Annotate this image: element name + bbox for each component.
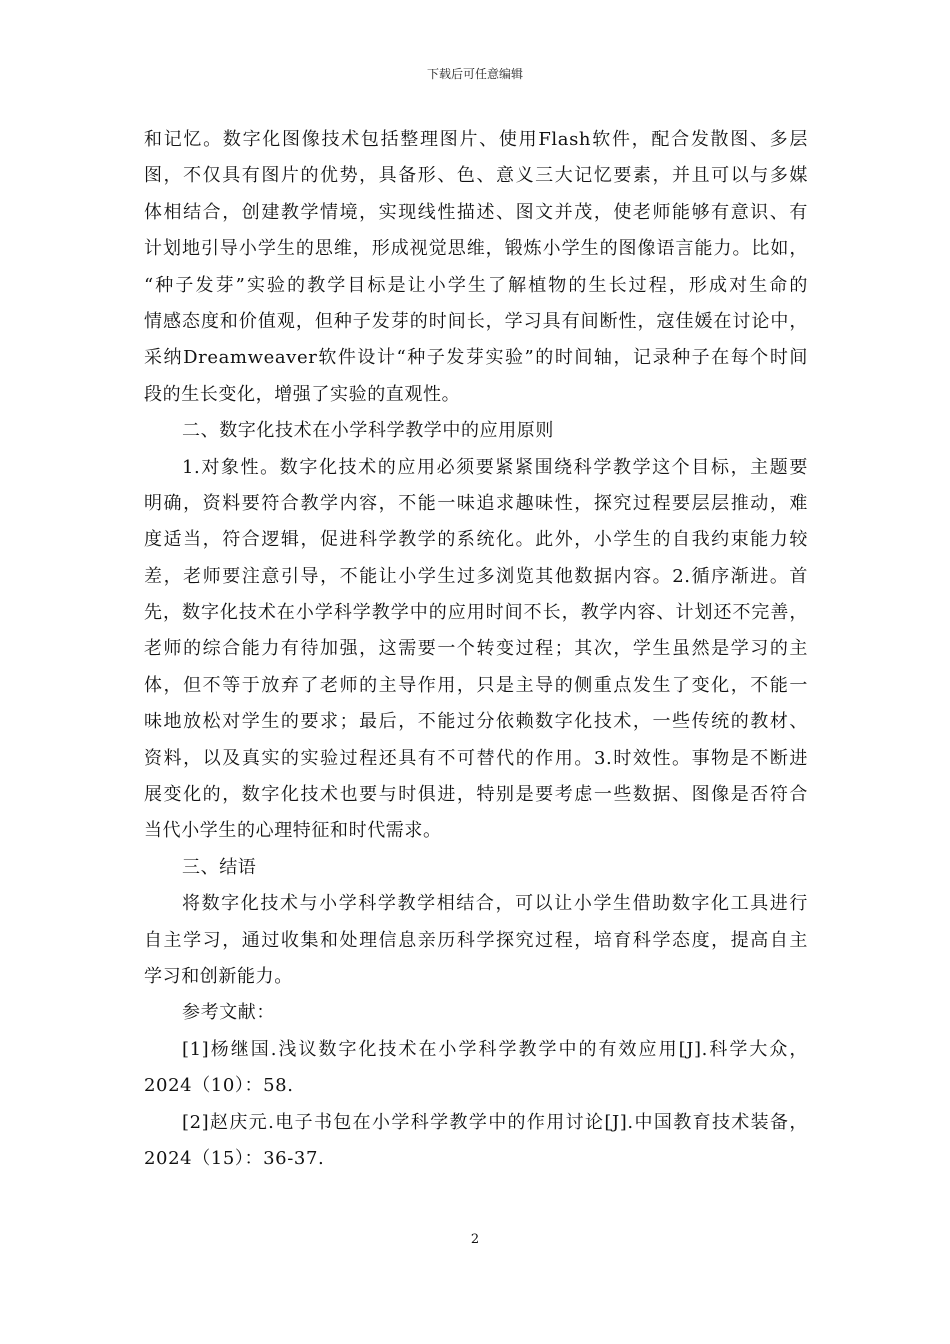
section-heading-conclusion (144, 850, 808, 886)
text-line: 和记忆。数字化图像技术包括整理图片、使用Flash软件，配合发散图、多层 (144, 129, 808, 150)
text-line: 体相结合，创建教学情境，实现线性描述、图文并茂，使老师能够有意识、有 (144, 201, 808, 223)
text-line: 味地放松对学生的要求；最后，不能过分依赖数字化技术，一些传统的教材、 (144, 711, 808, 733)
paragraph-conclusion (144, 886, 808, 995)
text-line: 计划地引导小学生的思维，形成视觉思维，锻炼小学生的图像语言能力。比如， (144, 238, 808, 260)
text-line: [1]杨继国.浅议数字化技术在小学科学教学中的有效应用[J].科学大众， (182, 1038, 808, 1060)
text-line: 明确，资料要符合教学内容，不能一味追求趣味性，探究过程要层层推动，难 (144, 492, 808, 514)
text-line: 情感态度和价值观，但种子发芽的时间长，学习具有间断性，寇佳媛在讨论中， (144, 310, 808, 332)
text-line: 采纳Dreamweaver软件设计“种子发芽实验”的时间轴，记录种子在每个时间 (144, 347, 808, 369)
reference-item (144, 1105, 808, 1178)
text-line: 度适当，符合逻辑，促进科学教学的系统化。此外，小学生的自我约束能力较 (144, 529, 808, 551)
text-line: 体，但不等于放弃了老师的主导作用，只是主导的侧重点发生了变化，不能一 (144, 674, 808, 696)
text-line: 将数字化技术与小学科学教学相结合，可以让小学生借助数字化工具进行 (182, 893, 808, 915)
document-body (144, 122, 808, 1177)
section-heading-principles (144, 413, 808, 449)
paragraph-principles (144, 450, 808, 850)
heading-text: 参考文献： (182, 1002, 275, 1024)
heading-text: 二、数字化技术在小学科学教学中的应用原则 (182, 420, 554, 442)
heading-text: 三、结语 (182, 856, 257, 878)
page-number: 2 (470, 1232, 480, 1247)
reference-item (144, 1032, 808, 1105)
text-line: 1.对象性。数字化技术的应用必须要紧紧围绕科学教学这个目标，主题要 (182, 456, 808, 478)
text-line: 先，数字化技术在小学科学教学中的应用时间不长，教学内容、计划还不完善， (144, 602, 808, 624)
text-line: 当代小学生的心理特征和时代需求。 (144, 820, 442, 842)
page-header: 下载后可任意编辑 (426, 67, 523, 81)
text-line: 资料，以及真实的实验过程还具有不可替代的作用。3.时效性。事物是不断进 (144, 747, 808, 769)
references-heading (144, 995, 808, 1031)
text-line: 学习和创新能力。 (144, 965, 293, 987)
paragraph-continuation (144, 122, 808, 413)
text-line: 2024（10）：58. (144, 1075, 294, 1097)
text-line: 自主学习，通过收集和处理信息亲历科学探究过程，培育科学态度，提高自主 (144, 929, 808, 951)
text-line: 展变化的，数字化技术也要与时俱进，特别是要考虑一些数据、图像是否符合 (144, 784, 808, 806)
text-line: 2024（15）：36-37. (144, 1147, 325, 1169)
text-line: “种子发芽”实验的教学目标是让小学生了解植物的生长过程，形成对生命的 (144, 274, 808, 296)
text-line: 差，老师要注意引导，不能让小学生过多浏览其他数据内容。2.循序渐进。首 (144, 565, 808, 587)
text-line: 图，不仅具有图片的优势，具备形、色、意义三大记忆要素，并且可以与多媒 (144, 165, 808, 187)
text-line: 老师的综合能力有待加强，这需要一个转变过程；其次，学生虽然是学习的主 (144, 638, 808, 660)
text-line: [2]赵庆元.电子书包在小学科学教学中的作用讨论[J].中国教育技术装备， (182, 1111, 808, 1133)
text-line: 段的生长变化，增强了实验的直观性。 (144, 383, 461, 405)
